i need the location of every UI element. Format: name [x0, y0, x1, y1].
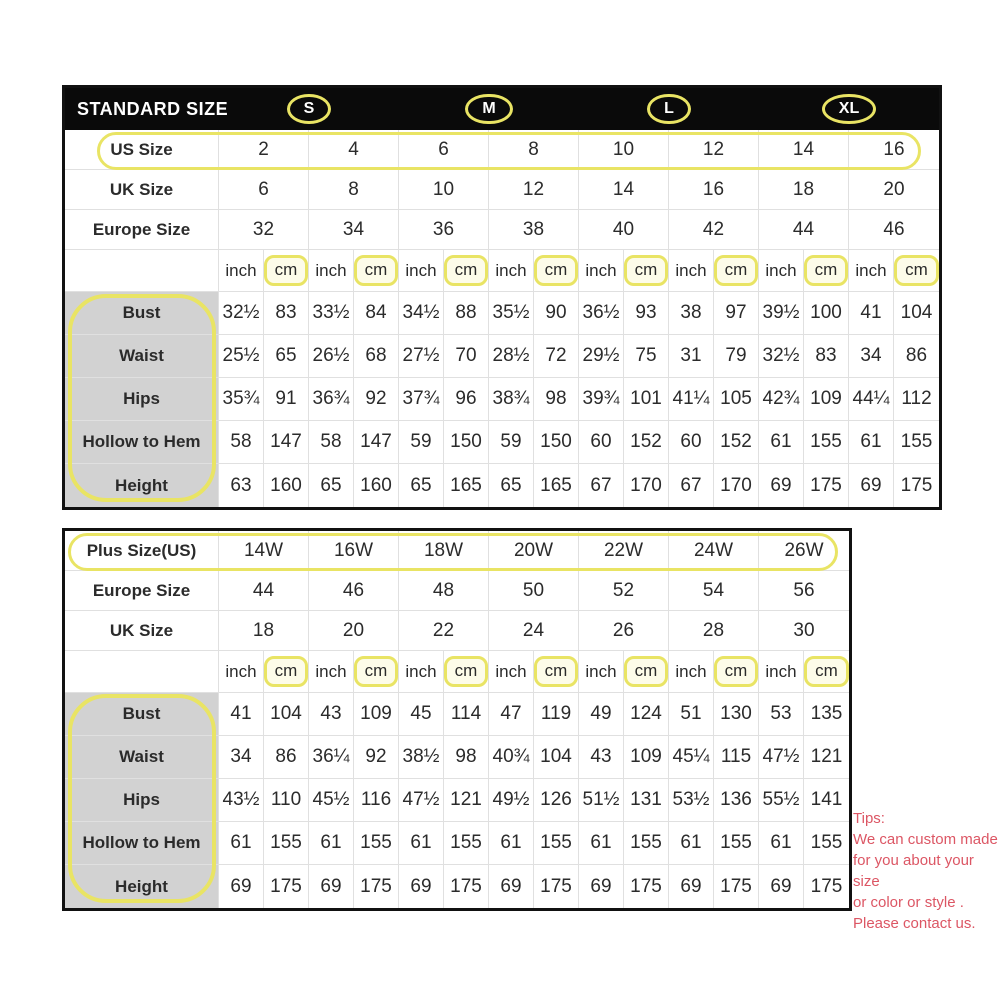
value-cell: 27½ [399, 335, 444, 378]
value-cell: 150 [444, 421, 489, 464]
value-cell: 18 [759, 170, 849, 210]
value-cell: 36¼ [309, 736, 354, 779]
row-label-cell: Height [65, 464, 219, 507]
value-cell: 35½ [489, 292, 534, 335]
value-cell: 41 [219, 693, 264, 736]
value-cell: 160 [354, 464, 399, 507]
cm-pill: cm [714, 656, 759, 686]
value-cell: 69 [849, 464, 894, 507]
value-cell: 44 [759, 210, 849, 250]
plus-table-rows [65, 531, 849, 908]
row-label-cell: Hollow to Hem [65, 822, 219, 865]
value-cell: 98 [444, 736, 489, 779]
value-cell: 155 [894, 421, 939, 464]
row-label-cell: Europe Size [65, 210, 219, 250]
value-cell: 69 [669, 865, 714, 908]
value-cell: 61 [579, 822, 624, 865]
cm-pill: cm [624, 255, 669, 285]
cm-cell [894, 250, 939, 292]
value-cell: 48 [399, 571, 489, 611]
inch-label: inch [399, 651, 444, 693]
value-cell: 124 [624, 693, 669, 736]
value-cell: 45½ [309, 779, 354, 822]
value-cell: 40 [579, 210, 669, 250]
value-cell: 147 [264, 421, 309, 464]
value-cell: 147 [354, 421, 399, 464]
cm-pill: cm [264, 255, 309, 285]
value-cell: 39½ [759, 292, 804, 335]
value-cell: 96 [444, 378, 489, 421]
value-cell: 61 [669, 822, 714, 865]
value-cell: 116 [354, 779, 399, 822]
value-cell: 29½ [579, 335, 624, 378]
value-cell: 170 [714, 464, 759, 507]
value-cell: 32½ [219, 292, 264, 335]
value-cell: 37¾ [399, 378, 444, 421]
value-cell: 20 [309, 611, 399, 651]
value-cell: 165 [444, 464, 489, 507]
value-cell: 50 [489, 571, 579, 611]
cm-cell [714, 651, 759, 693]
value-cell: 43 [579, 736, 624, 779]
standard-size-table [62, 85, 942, 510]
value-cell: 61 [489, 822, 534, 865]
cm-cell [264, 651, 309, 693]
value-cell: 25½ [219, 335, 264, 378]
value-cell: 61 [759, 822, 804, 865]
value-cell: 42 [669, 210, 759, 250]
value-cell: 41¼ [669, 378, 714, 421]
cm-pill: cm [444, 656, 489, 686]
unit-row-empty-cell [65, 651, 219, 693]
value-cell: 175 [804, 865, 849, 908]
value-cell: 160 [264, 464, 309, 507]
value-cell: 92 [354, 736, 399, 779]
value-cell: 60 [579, 421, 624, 464]
value-cell: 18 [219, 611, 309, 651]
value-cell: 24W [669, 531, 759, 571]
value-cell: 16 [849, 130, 939, 170]
value-cell: 54 [669, 571, 759, 611]
value-cell: 58 [309, 421, 354, 464]
tips-line: for you about your size [853, 852, 974, 890]
value-cell: 90 [534, 292, 579, 335]
value-cell: 28½ [489, 335, 534, 378]
value-cell: 69 [399, 865, 444, 908]
size-ellipse-highlight: M [465, 94, 512, 125]
value-cell: 38¾ [489, 378, 534, 421]
tips-line: We can custom made [853, 831, 998, 848]
value-cell: 61 [849, 421, 894, 464]
row-label-cell: Bust [65, 693, 219, 736]
value-cell: 101 [624, 378, 669, 421]
value-cell: 86 [894, 335, 939, 378]
value-cell: 36 [399, 210, 489, 250]
size-row [65, 531, 849, 571]
value-cell: 51½ [579, 779, 624, 822]
measure-row [65, 335, 939, 378]
value-cell: 22 [399, 611, 489, 651]
inch-label: inch [309, 651, 354, 693]
cm-pill: cm [804, 656, 849, 686]
value-cell: 59 [399, 421, 444, 464]
value-cell: 126 [534, 779, 579, 822]
value-cell: 65 [309, 464, 354, 507]
measure-row [65, 779, 849, 822]
size-ellipse-highlight: S [287, 94, 332, 125]
value-cell: 175 [264, 865, 309, 908]
value-cell: 83 [804, 335, 849, 378]
value-cell: 97 [714, 292, 759, 335]
value-cell: 69 [219, 865, 264, 908]
measure-row [65, 693, 849, 736]
value-cell: 51 [669, 693, 714, 736]
value-cell: 26 [579, 611, 669, 651]
value-cell: 47½ [759, 736, 804, 779]
value-cell: 16W [309, 531, 399, 571]
value-cell: 93 [624, 292, 669, 335]
value-cell: 38 [669, 292, 714, 335]
value-cell: 38 [489, 210, 579, 250]
value-cell: 4 [309, 130, 399, 170]
value-cell: 105 [714, 378, 759, 421]
unit-row-empty-cell [65, 250, 219, 292]
value-cell: 65 [264, 335, 309, 378]
inch-label: inch [579, 651, 624, 693]
value-cell: 75 [624, 335, 669, 378]
value-cell: 40¾ [489, 736, 534, 779]
row-label-cell: Plus Size(US) [65, 531, 219, 571]
value-cell: 109 [804, 378, 849, 421]
measure-row [65, 865, 849, 908]
value-cell: 31 [669, 335, 714, 378]
value-cell: 56 [759, 571, 849, 611]
value-cell: 10 [399, 170, 489, 210]
cm-cell [714, 250, 759, 292]
value-cell: 2 [219, 130, 309, 170]
value-cell: 152 [624, 421, 669, 464]
header-size-slot [759, 94, 939, 125]
value-cell: 24 [489, 611, 579, 651]
value-cell: 110 [264, 779, 309, 822]
value-cell: 115 [714, 736, 759, 779]
value-cell: 155 [804, 421, 849, 464]
value-cell: 69 [309, 865, 354, 908]
tips-line: or color or style . [853, 894, 964, 911]
value-cell: 59 [489, 421, 534, 464]
value-cell: 131 [624, 779, 669, 822]
value-cell: 68 [354, 335, 399, 378]
standard-table-header-bar [65, 88, 939, 130]
row-label-cell: Bust [65, 292, 219, 335]
value-cell: 16 [669, 170, 759, 210]
value-cell: 175 [804, 464, 849, 507]
inch-label: inch [489, 651, 534, 693]
cm-pill: cm [714, 255, 759, 285]
value-cell: 34½ [399, 292, 444, 335]
cm-cell [804, 651, 849, 693]
value-cell: 44 [219, 571, 309, 611]
value-cell: 32½ [759, 335, 804, 378]
row-label-cell: Europe Size [65, 571, 219, 611]
value-cell: 49½ [489, 779, 534, 822]
value-cell: 121 [444, 779, 489, 822]
value-cell: 175 [534, 865, 579, 908]
measure-row [65, 292, 939, 335]
cm-pill: cm [894, 255, 939, 285]
cm-pill: cm [534, 255, 579, 285]
value-cell: 175 [354, 865, 399, 908]
value-cell: 150 [534, 421, 579, 464]
measure-row [65, 736, 849, 779]
measure-row [65, 464, 939, 507]
value-cell: 141 [804, 779, 849, 822]
value-cell: 6 [399, 130, 489, 170]
value-cell: 60 [669, 421, 714, 464]
value-cell: 92 [354, 378, 399, 421]
value-cell: 53½ [669, 779, 714, 822]
cm-cell [534, 250, 579, 292]
value-cell: 34 [219, 736, 264, 779]
value-cell: 100 [804, 292, 849, 335]
value-cell: 109 [624, 736, 669, 779]
value-cell: 14 [759, 130, 849, 170]
row-label-cell: Waist [65, 335, 219, 378]
value-cell: 91 [264, 378, 309, 421]
value-cell: 61 [219, 822, 264, 865]
value-cell: 43½ [219, 779, 264, 822]
inch-label: inch [309, 250, 354, 292]
value-cell: 38½ [399, 736, 444, 779]
size-row [65, 571, 849, 611]
measure-row [65, 421, 939, 464]
value-cell: 12 [669, 130, 759, 170]
row-label-cell: Waist [65, 736, 219, 779]
value-cell: 104 [264, 693, 309, 736]
value-cell: 46 [309, 571, 399, 611]
inch-label: inch [219, 250, 264, 292]
value-cell: 26W [759, 531, 849, 571]
value-cell: 72 [534, 335, 579, 378]
value-cell: 61 [309, 822, 354, 865]
inch-label: inch [399, 250, 444, 292]
cm-pill: cm [624, 656, 669, 686]
row-label-cell: US Size [65, 130, 219, 170]
row-label-cell: Height [65, 865, 219, 908]
value-cell: 152 [714, 421, 759, 464]
value-cell: 109 [354, 693, 399, 736]
tips-line: Tips: [853, 810, 885, 827]
unit-row [65, 651, 849, 693]
value-cell: 135 [804, 693, 849, 736]
row-label-cell: Hips [65, 378, 219, 421]
value-cell: 175 [444, 865, 489, 908]
value-cell: 112 [894, 378, 939, 421]
value-cell: 33½ [309, 292, 354, 335]
value-cell: 22W [579, 531, 669, 571]
inch-label: inch [759, 651, 804, 693]
size-row [65, 170, 939, 210]
value-cell: 8 [489, 130, 579, 170]
value-cell: 44¼ [849, 378, 894, 421]
value-cell: 45 [399, 693, 444, 736]
cm-cell [264, 250, 309, 292]
row-label-cell: UK Size [65, 170, 219, 210]
value-cell: 67 [669, 464, 714, 507]
value-cell: 114 [444, 693, 489, 736]
header-size-slot [399, 94, 579, 125]
value-cell: 20W [489, 531, 579, 571]
cm-cell [804, 250, 849, 292]
value-cell: 155 [804, 822, 849, 865]
value-cell: 45¼ [669, 736, 714, 779]
value-cell: 69 [579, 865, 624, 908]
value-cell: 98 [534, 378, 579, 421]
value-cell: 104 [894, 292, 939, 335]
value-cell: 121 [804, 736, 849, 779]
value-cell: 47 [489, 693, 534, 736]
unit-row [65, 250, 939, 292]
inch-label: inch [489, 250, 534, 292]
value-cell: 136 [714, 779, 759, 822]
cm-pill: cm [354, 255, 399, 285]
value-cell: 10 [579, 130, 669, 170]
value-cell: 70 [444, 335, 489, 378]
inch-label: inch [579, 250, 624, 292]
value-cell: 61 [399, 822, 444, 865]
value-cell: 155 [714, 822, 759, 865]
cm-cell [444, 651, 489, 693]
value-cell: 36½ [579, 292, 624, 335]
value-cell: 155 [444, 822, 489, 865]
value-cell: 67 [579, 464, 624, 507]
value-cell: 175 [894, 464, 939, 507]
cm-pill: cm [444, 255, 489, 285]
cm-cell [354, 651, 399, 693]
value-cell: 30 [759, 611, 849, 651]
size-ellipse-highlight: XL [822, 94, 876, 125]
value-cell: 28 [669, 611, 759, 651]
value-cell: 34 [309, 210, 399, 250]
value-cell: 69 [759, 464, 804, 507]
cm-cell [354, 250, 399, 292]
value-cell: 52 [579, 571, 669, 611]
value-cell: 175 [624, 865, 669, 908]
value-cell: 26½ [309, 335, 354, 378]
value-cell: 58 [219, 421, 264, 464]
value-cell: 39¾ [579, 378, 624, 421]
value-cell: 41 [849, 292, 894, 335]
value-cell: 14W [219, 531, 309, 571]
value-cell: 65 [399, 464, 444, 507]
value-cell: 47½ [399, 779, 444, 822]
tips-line: Please contact us. [853, 915, 976, 932]
standard-table-rows [65, 130, 939, 507]
value-cell: 20 [849, 170, 939, 210]
standard-table-title: STANDARD SIZE [77, 98, 229, 119]
value-cell: 61 [759, 421, 804, 464]
measure-row [65, 822, 849, 865]
value-cell: 86 [264, 736, 309, 779]
value-cell: 155 [624, 822, 669, 865]
measure-row [65, 378, 939, 421]
value-cell: 88 [444, 292, 489, 335]
cm-pill: cm [804, 255, 849, 285]
value-cell: 79 [714, 335, 759, 378]
cm-pill: cm [354, 656, 399, 686]
size-row [65, 130, 939, 170]
value-cell: 83 [264, 292, 309, 335]
value-cell: 53 [759, 693, 804, 736]
value-cell: 43 [309, 693, 354, 736]
value-cell: 8 [309, 170, 399, 210]
value-cell: 6 [219, 170, 309, 210]
value-cell: 65 [489, 464, 534, 507]
cm-pill: cm [534, 656, 579, 686]
value-cell: 46 [849, 210, 939, 250]
header-size-slot [579, 94, 759, 125]
cm-cell [444, 250, 489, 292]
inch-label: inch [669, 651, 714, 693]
value-cell: 14 [579, 170, 669, 210]
row-label-cell: UK Size [65, 611, 219, 651]
value-cell: 175 [714, 865, 759, 908]
cm-cell [624, 651, 669, 693]
value-cell: 34 [849, 335, 894, 378]
value-cell: 69 [489, 865, 534, 908]
value-cell: 104 [534, 736, 579, 779]
size-ellipse-highlight: L [647, 94, 691, 125]
value-cell: 63 [219, 464, 264, 507]
value-cell: 42¾ [759, 378, 804, 421]
value-cell: 49 [579, 693, 624, 736]
row-label-cell: Hips [65, 779, 219, 822]
header-size-slot [219, 94, 399, 125]
value-cell: 165 [534, 464, 579, 507]
value-cell: 69 [759, 865, 804, 908]
cm-cell [534, 651, 579, 693]
inch-label: inch [219, 651, 264, 693]
value-cell: 155 [354, 822, 399, 865]
tips-note [853, 808, 998, 934]
value-cell: 170 [624, 464, 669, 507]
cm-cell [624, 250, 669, 292]
value-cell: 12 [489, 170, 579, 210]
value-cell: 155 [534, 822, 579, 865]
cm-pill: cm [264, 656, 309, 686]
inch-label: inch [669, 250, 714, 292]
value-cell: 130 [714, 693, 759, 736]
size-row [65, 210, 939, 250]
plus-size-table [62, 528, 852, 911]
value-cell: 55½ [759, 779, 804, 822]
value-cell: 84 [354, 292, 399, 335]
value-cell: 155 [264, 822, 309, 865]
inch-label: inch [849, 250, 894, 292]
value-cell: 119 [534, 693, 579, 736]
value-cell: 36¾ [309, 378, 354, 421]
size-row [65, 611, 849, 651]
value-cell: 32 [219, 210, 309, 250]
inch-label: inch [759, 250, 804, 292]
value-cell: 18W [399, 531, 489, 571]
row-label-cell: Hollow to Hem [65, 421, 219, 464]
value-cell: 35¾ [219, 378, 264, 421]
